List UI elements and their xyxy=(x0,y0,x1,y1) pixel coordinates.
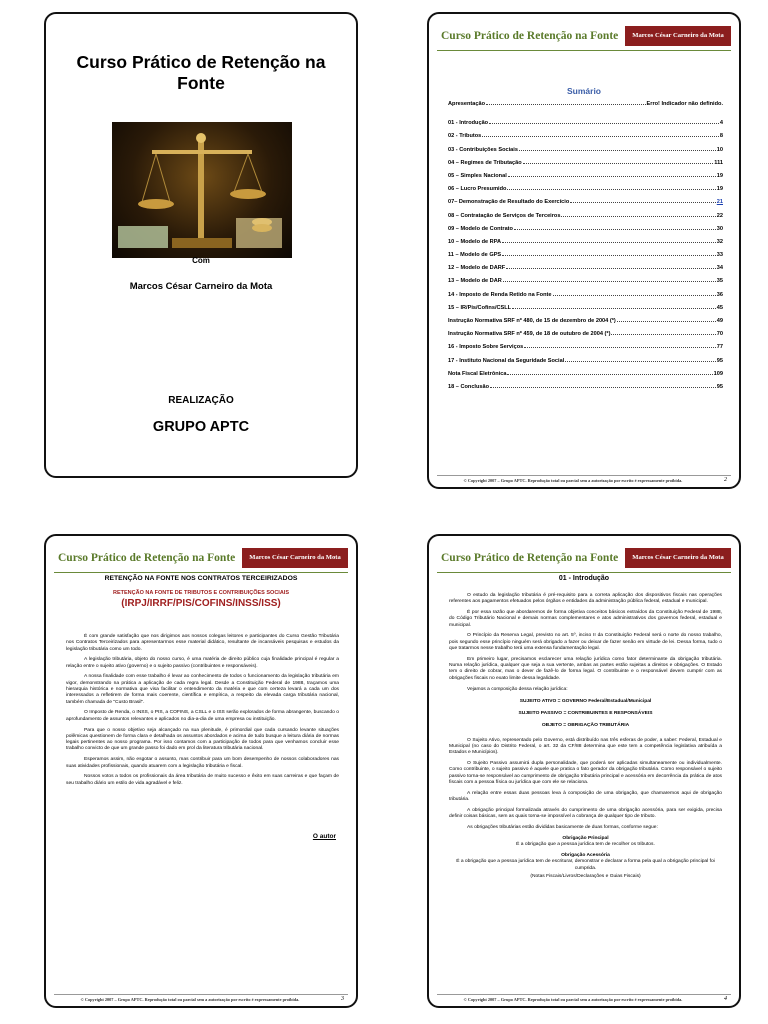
footer-copyright: © Copyright 2007 – Grupo APTC. Reprodução total ou parcial sem a autorização por escrito é expressamente proibida. xyxy=(463,478,683,483)
toc-entry-label: 12 – Modelo de DARF xyxy=(448,265,506,272)
toc-entry-page: 4 xyxy=(719,120,723,127)
toc-entry[interactable] xyxy=(448,344,723,357)
page-footer xyxy=(437,994,731,1006)
toc-entry[interactable] xyxy=(448,239,723,252)
main-obligation-desc: É a obrigação que a pessoa jurídica tem de recolher os tributos. xyxy=(516,842,655,848)
header-author-badge: Marcos César Carneiro da Mota xyxy=(625,26,731,46)
page-number: 2 xyxy=(724,477,727,483)
toc-leader-dots xyxy=(507,371,712,375)
toc-leader-dots xyxy=(482,133,719,137)
page-number: 4 xyxy=(724,996,727,1002)
toc-leader-dots xyxy=(570,199,716,203)
toc-entry-page: 10 xyxy=(716,146,723,153)
page-header xyxy=(437,26,731,48)
cover-realization-label: REALIZAÇÃO xyxy=(168,395,234,406)
toc-entry[interactable] xyxy=(448,318,723,331)
toc-entry-page: 19 xyxy=(716,186,723,193)
toc-leader-dots xyxy=(508,173,716,177)
toc-entry-label: 03 - Contribuições Sociais xyxy=(448,146,518,153)
paragraph: A relação entre essas duas pessoas leva à composição de uma obrigação, que chamaremos aqui de obrigação tributária. xyxy=(449,790,722,803)
header-title: Curso Prático de Retenção na Fonte xyxy=(441,30,619,42)
toc-entry-page: 36 xyxy=(716,291,723,298)
accessory-obligation-note: (Notas Fiscais/Livros/Declarações e Guias Fiscais) xyxy=(530,873,641,879)
toc-page xyxy=(427,12,741,489)
presentation-subheading: RETENÇÃO NA FONTE DE TRIBUTOS E CONTRIBUIÇÕES SOCIAIS xyxy=(112,590,289,596)
toc-entry-page: 109 xyxy=(713,370,723,377)
toc-entry-label: 14 - Imposto de Renda Retido na Fonte xyxy=(448,291,552,298)
toc-entry[interactable] xyxy=(448,278,723,291)
toc-entry[interactable] xyxy=(448,213,723,226)
toc-entry-label: 05 – Simples Nacional xyxy=(448,172,507,179)
chapter-body xyxy=(449,593,722,885)
paragraph: O Sujeito Ativo, representado pelo Governo, está distribuído nas três esferas de poder, a saber: Federal, Estadual e Municipal (no caso do Distrito Federal, o art. 32 da CF/88 determina que este tem a competência legislativa atribuída a Estados e Municípios). xyxy=(449,737,722,756)
toc-leader-dots xyxy=(565,358,716,362)
footer-copyright: © Copyright 2007 – Grupo APTC. Reprodução total ou parcial sem a autorização por escrito é expressamente proibida. xyxy=(80,997,300,1002)
toc-entry-label: 18 – Conclusão xyxy=(448,383,490,390)
toc-entry-label: 11 – Modelo de GPS xyxy=(448,252,502,259)
paragraph: O Imposto de Renda, o INSS, o PIS, a COFINS, a CSLL e o ISS serão explorados de forma abrangente, buscando o aprofundamento de assuntos relevantes e aplicados no dia-a-dia de uma empresa ou instituição. xyxy=(66,710,339,722)
main-obligation-title: Obrigação Principal xyxy=(562,835,609,841)
paragraph: Nossos votos a todos os profissionais da área tributária de muito sucesso e êxito em suas carreiras e que façam de seu trabalho diário um estilo de vida agradável e feliz. xyxy=(66,774,339,786)
page-footer xyxy=(54,994,348,1006)
toc-entry-label: 16 - Imposto Sobre Serviços xyxy=(448,344,524,351)
toc-leader-dots xyxy=(553,292,716,296)
passive-subject-line: SUJEITO PASSIVO = CONTRIBUINTES E RESPONSÁVEIS xyxy=(518,711,653,717)
presentation-taxes: (IRPJ/IRRF/PIS/COFINS/INSS/ISS) xyxy=(121,598,281,609)
toc-entry[interactable] xyxy=(448,120,723,133)
header-title: Curso Prático de Retenção na Fonte xyxy=(441,552,619,564)
toc-title: Sumário xyxy=(566,86,601,96)
toc-leader-dots xyxy=(523,160,714,164)
paragraph: O estudo da legislação tributária é pré-requisito para a correta aplicação dos dispositivos fiscais nas operações referentes aos pagamentos efetuados pelos órgãos e entidades da administração pública federal, estadual e municipal. xyxy=(449,593,722,605)
paragraph: A legislação tributária, objeto do nosso curso, é uma matéria de direito público cuja finalidade principal é regular a relação entre o sujeito ativo (governo) e o sujeito passivo (contribuintes e responsáveis). xyxy=(66,657,339,669)
toc-entry-page: 8 xyxy=(719,133,723,140)
page-header xyxy=(437,548,731,570)
toc-entry[interactable] xyxy=(448,173,723,186)
toc-entry-label: 04 – Regimes de Tributação xyxy=(448,159,522,166)
toc-leader-dots xyxy=(507,186,715,190)
toc-entry[interactable] xyxy=(448,186,723,199)
toc-leader-dots xyxy=(502,252,716,256)
toc-entry-label: 07– Demonstração de Resultado do Exercício xyxy=(448,199,570,206)
toc-entry-page: 95 xyxy=(716,383,723,390)
toc-entry-label: 06 – Lucro Presumido xyxy=(448,186,507,193)
header-divider xyxy=(54,572,348,573)
toc-leader-dots xyxy=(490,384,716,388)
cover-author: Marcos César Carneiro da Mota xyxy=(129,281,273,292)
toc-leader-dots xyxy=(503,278,716,282)
toc-entry-page: 111 xyxy=(714,159,723,166)
paragraph: A nossa finalidade com esse trabalho é levar ao conhecimento de todos o funcionamento da legislação tributária em vigor, demonstrando na prática a aplicação de cada regra legal. Desde a Constituição Federal de 1988, traçamos uma hierarquia histórica e normativa que visa facilitar o entendimento da matéria e que com certeza levará a cada um dos interessados a refletirem de forma mais coerente, científica e empírica, a respeito da elevada carga tributária nacional, também chamada de "Custo Brasil". xyxy=(66,674,339,705)
paragraph: Esperamos assim, não esgotar o assunto, mas contribuir para um bom desempenho de nossos colaboradores nas suas atividades profissionais, quando atuarem com a legislação tributária e fiscal. xyxy=(66,757,339,769)
chapter-page xyxy=(427,534,741,1008)
paragraph: As obrigações tributárias estão divididas basicamente de duas formas, conforme segue: xyxy=(467,825,658,831)
toc-leader-dots xyxy=(489,120,719,124)
paragraph: A obrigação principal formalizada através do cumprimento de uma obrigação acessória, para ser exigida, precisa definir coisas básicas, sem as quais torna-se impossível a cobrança de qualquer tipo de tributo. xyxy=(449,807,722,820)
toc-leader-dots xyxy=(617,318,716,322)
toc-entry-label: 01 - Introdução xyxy=(448,120,489,127)
header-author-badge: Marcos César Carneiro da Mota xyxy=(625,548,731,568)
toc-leader-dots xyxy=(524,344,716,348)
toc-entry[interactable] xyxy=(448,160,723,173)
toc-entry-label: 10 – Modelo de RPA xyxy=(448,238,502,245)
cover-with-label: Com xyxy=(192,256,210,265)
paragraph: Vejamos a composição dessa relação jurídica: xyxy=(467,686,568,692)
header-divider xyxy=(437,50,731,51)
toc-leader-dots xyxy=(514,226,716,230)
chapter-heading: 01 - Introdução xyxy=(558,575,610,582)
accessory-obligation-desc: É a obrigação que a pessoa jurídica tem de escriturar, demonstrar e declarar a forma pela qual a obrigação principal foi cumprida. xyxy=(456,859,715,871)
toc-entry-page: 32 xyxy=(716,238,723,245)
presentation-page xyxy=(44,534,358,1008)
toc-entry-page: 19 xyxy=(716,172,723,179)
toc-entry-label: 17 - Instituto Nacional da Seguridade Social xyxy=(448,357,565,364)
toc-entry[interactable] xyxy=(448,384,723,397)
toc-entry[interactable] xyxy=(448,199,723,212)
paragraph: É com grande satisfação que nos dirigimos aos nossos colegas leitores e participantes do Curso Gestão Tributária nos Contratos Terceirizados para apresentarmos esse material didático, resultante de incansáveis pesquisas e estudos da legislação tributária como um todo. xyxy=(66,634,339,652)
toc-entry[interactable] xyxy=(448,305,723,318)
toc-entry-page: 49 xyxy=(716,318,723,324)
toc-entry-label: Nota Fiscal Eletrônica xyxy=(448,370,507,377)
accessory-obligation-title: Obrigação Acessória xyxy=(561,852,610,858)
toc-entry[interactable] xyxy=(448,331,723,344)
toc-entry-page: 95 xyxy=(716,357,723,364)
presentation-heading: RETENÇÃO NA FONTE NOS CONTRATOS TERCEIRIZADOS xyxy=(104,575,298,582)
toc-leader-dots xyxy=(512,305,716,309)
toc-leader-dots xyxy=(486,101,646,105)
toc-leader-dots xyxy=(611,331,715,335)
toc-entry[interactable] xyxy=(448,252,723,265)
paragraph: O Princípio da Reserva Legal, previsto no art. 5º, inciso II da Constituição Federal será o norte do nosso trabalho, pois segundo esse princípio ninguém será obrigado a fazer ou deixar de fazer senão em virtude de lei. Dessa forma, tudo o que tratarmos nesse trabalho terá uma extensa fundamentação legal. xyxy=(449,633,722,652)
toc-entry[interactable] xyxy=(448,358,723,371)
toc-entry-page: 22 xyxy=(716,212,723,219)
toc-entry[interactable] xyxy=(448,265,723,278)
toc-entry-label: 13 – Modelo de DAR xyxy=(448,278,502,285)
toc-entry[interactable] xyxy=(448,292,723,305)
toc-entry[interactable] xyxy=(448,371,723,384)
toc-leader-dots xyxy=(502,239,716,243)
toc-entry-page: 45 xyxy=(716,304,723,311)
active-subject-line: SUJEITO ATIVO = GOVERNO Federal/Estadual/Municipal xyxy=(519,698,652,704)
toc-entry-page: 35 xyxy=(716,278,723,285)
object-line: OBJETO = OBRIGAÇÃO TRIBUTÁRIA xyxy=(541,723,630,729)
toc-entry[interactable] xyxy=(448,133,723,146)
page-header xyxy=(54,548,348,570)
toc-entry-label: Instrução Normativa SRF nº 459, de 18 de outubro de 2004 (*) xyxy=(448,331,611,338)
toc-entry-page[interactable]: 21 xyxy=(716,199,723,206)
paragraph: Em primeiro lugar, precisamos esclarecer uma relação jurídica como fator determinante da obrigação tributária. Numa relação jurídica, qualquer que seja a sua vertente, ambas as partes estão sujeitas a direitos e obrigações. O Estado tem o direito de cobrar, mas o dever de fazê-lo de forma legal. O contribuinte e o responsável devem cumprir com as obrigações fiscais no exato limite dessa legalidade. xyxy=(449,656,722,681)
toc-leader-dots xyxy=(519,147,716,151)
page-footer xyxy=(437,475,731,487)
cover-title: Curso Prático de Retenção na Fonte xyxy=(76,52,326,93)
presentation-body xyxy=(66,634,339,791)
toc-entry[interactable] xyxy=(448,101,723,114)
header-author-badge: Marcos César Carneiro da Mota xyxy=(242,548,348,568)
page-number: 3 xyxy=(341,996,344,1002)
toc-entry-label: 08 – Contratação de Serviços de Terceiros xyxy=(448,212,561,219)
toc-leader-dots xyxy=(506,265,716,269)
toc-entry-label: Apresentação xyxy=(448,101,485,107)
toc-entry[interactable] xyxy=(448,147,723,160)
header-divider xyxy=(437,572,731,573)
cover-group-name: GRUPO APTC xyxy=(152,419,250,435)
cover-page xyxy=(44,12,358,478)
toc-entry-page: 77 xyxy=(716,344,723,351)
toc-entry-page: 70 xyxy=(716,331,723,338)
author-signature: O autor xyxy=(312,833,336,840)
toc-leader-dots xyxy=(561,213,715,217)
toc-entry-label: Instrução Normativa SRF nº 480, de 15 de dezembro de 2004 (*) xyxy=(448,318,616,324)
paragraph: O Sujeito Passivo assumirá dupla personalidade, que poderá ser aplicadas simultaneamente ou individualmente. Como contribuinte, o sujeito passivo é aquele que pratica o fato gerador da obrigação tributária. Como responsável o sujeito passivo torna-se responsável ao cumprimento de obrigação tributária principal e acessória em decorrência da prática de atos fiscais com a pessoa física ou jurídica que com ele se relaciona. xyxy=(449,761,722,786)
footer-copyright: © Copyright 2007 – Grupo APTC. Reprodução total ou parcial sem a autorização por escrito é expressamente proibida. xyxy=(463,997,683,1002)
toc-entry-page: Erro! Indicador não definido. xyxy=(646,101,723,107)
paragraph: É por essa razão que abordaremos de forma objetiva conceitos básicos extraídos da Constituição Federal de 1988, do Código Tributário Nacional e demais normas complementares e atos administrativos dos governos federal, estadual e municipal. xyxy=(449,610,722,628)
toc-list xyxy=(448,101,723,397)
scale-of-justice-image xyxy=(112,122,292,258)
toc-entry-label: 02 - Tributos xyxy=(448,133,482,140)
toc-entry-label: 15 – IR/Pis/Cofins/CSLL xyxy=(448,304,512,311)
toc-entry-page: 34 xyxy=(716,265,723,272)
toc-entry[interactable] xyxy=(448,226,723,239)
paragraph: Para que o nosso objetivo seja alcançado na sua plenitude, é primordial que cada cursando levante situações polêmicas questionem de forma clara e detalhada os assuntos abordados e acima de tudo busque a leitura diária de normas legais pertinentes ao nosso programa. Por isso contamos com a participação de todos para que venhamos concluir esse trabalho convicto de que um grande passo foi dado em prol da literatura tributária nacional. xyxy=(66,727,339,752)
toc-entry-page: 33 xyxy=(716,252,723,259)
toc-entry-page: 30 xyxy=(716,225,723,232)
toc-entry-label: 09 – Modelo de Contrato xyxy=(448,225,513,232)
header-title: Curso Prático de Retenção na Fonte xyxy=(58,552,236,564)
